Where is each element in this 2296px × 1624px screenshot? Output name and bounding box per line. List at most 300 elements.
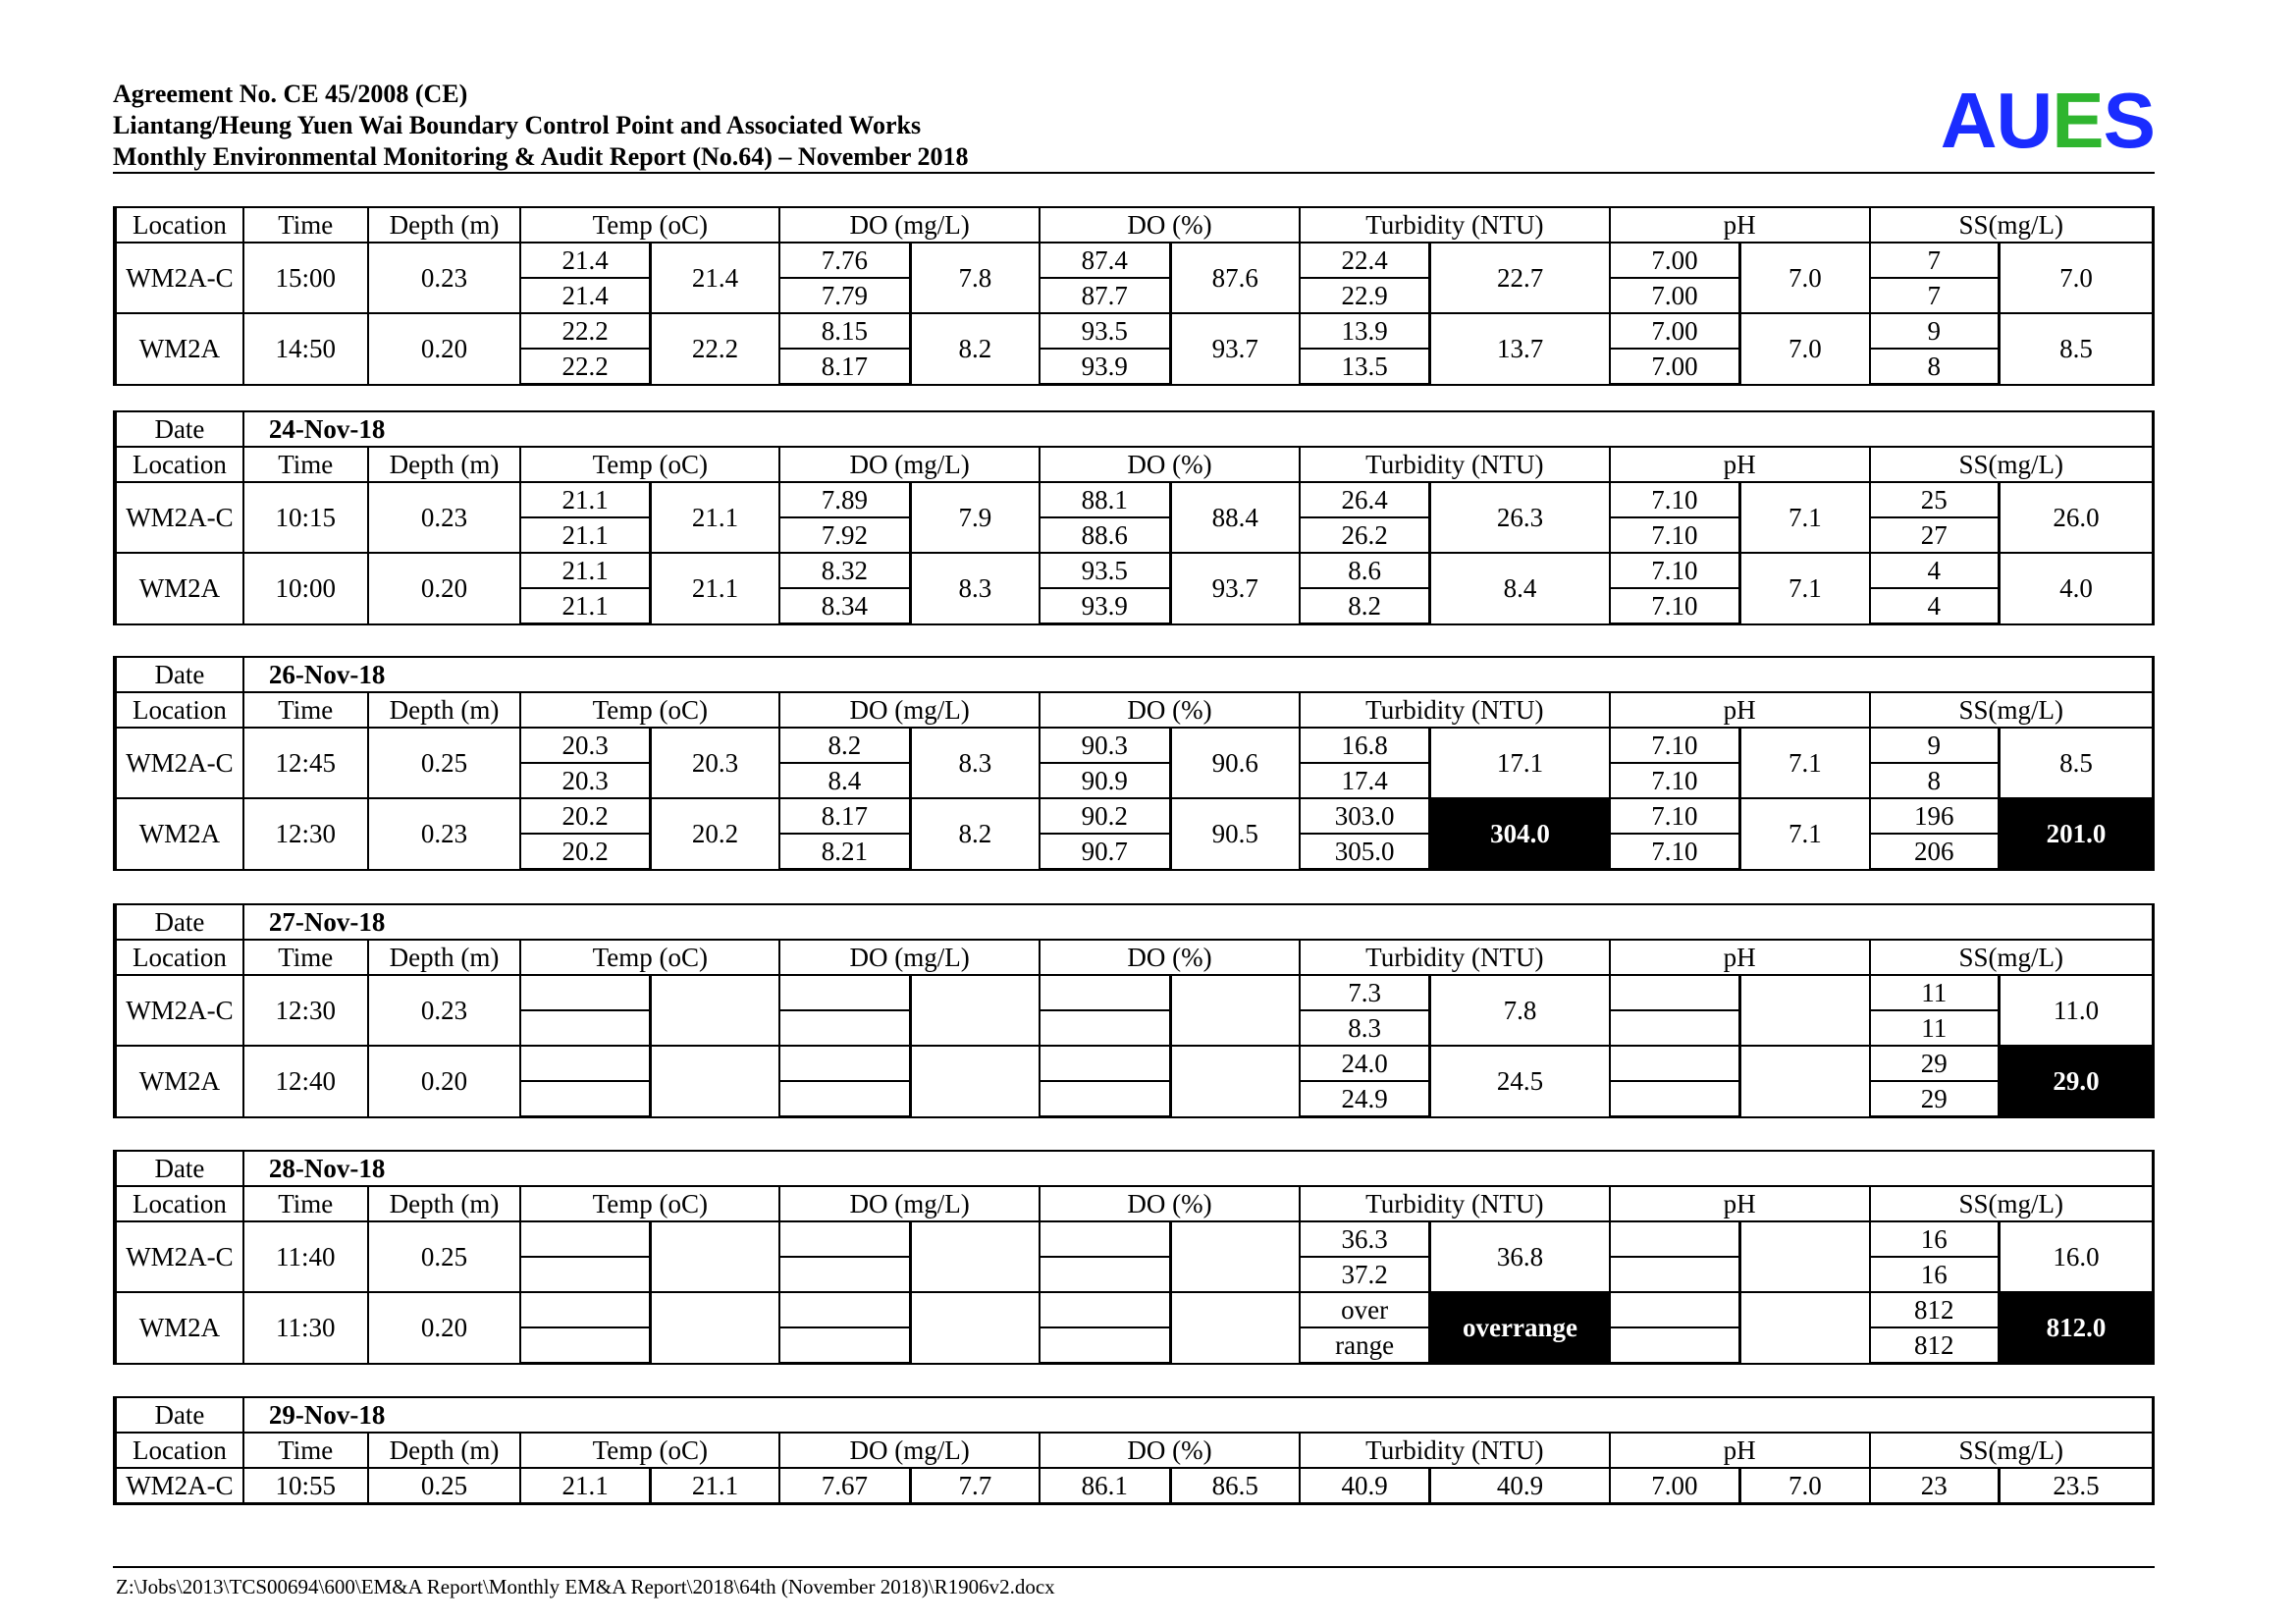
domg-reading-1	[779, 1046, 910, 1081]
ss-average: 201.0	[1999, 798, 2153, 870]
depth-cell: 0.25	[368, 1468, 521, 1504]
domg-average	[910, 1292, 1040, 1364]
dop-average: 93.7	[1170, 313, 1300, 385]
dop-reading-1: 90.3	[1040, 728, 1170, 763]
domg-average: 7.9	[910, 482, 1040, 553]
dop-reading-2: 88.6	[1040, 517, 1170, 553]
col-header: Time	[243, 447, 368, 482]
ph-average	[1740, 1046, 1870, 1117]
temp-reading-2: 20.3	[520, 763, 650, 798]
dop-reading-2: 90.9	[1040, 763, 1170, 798]
date-label: Date	[115, 411, 243, 447]
location-cell: WM2A-C	[115, 1468, 243, 1504]
col-header: Temp (oC)	[520, 207, 779, 243]
location-cell: WM2A	[115, 1046, 243, 1117]
depth-cell: 0.20	[368, 1292, 521, 1364]
turb-reading-1: 303.0	[1300, 798, 1430, 834]
col-header: Time	[243, 207, 368, 243]
col-header: DO (%)	[1040, 1433, 1300, 1468]
col-header: Location	[115, 940, 243, 975]
ss-average: 11.0	[1999, 975, 2153, 1046]
date-row	[115, 411, 2154, 447]
temp-average	[650, 1046, 779, 1117]
date-label: Date	[115, 1151, 243, 1186]
col-header: Turbidity (NTU)	[1300, 1433, 1610, 1468]
ph-average: 7.0	[1740, 1468, 1870, 1504]
ph-average: 7.0	[1740, 243, 1870, 313]
ss-reading-1: 11	[1870, 975, 2000, 1010]
temp-reading-1	[520, 1292, 650, 1327]
col-header: Temp (oC)	[520, 1186, 779, 1221]
data-row	[115, 1221, 2154, 1257]
turb-average: 304.0	[1430, 798, 1610, 870]
col-header: Turbidity (NTU)	[1300, 940, 1610, 975]
ss-reading-2: 4	[1870, 588, 2000, 624]
ph-average: 7.1	[1740, 482, 1870, 553]
turb-reading-2: 8.3	[1300, 1010, 1430, 1046]
turb-reading-1: 16.8	[1300, 728, 1430, 763]
turb-reading-2: 22.9	[1300, 278, 1430, 313]
logo-text-blue-2: S	[2103, 77, 2155, 164]
date-label: Date	[115, 904, 243, 940]
dop-reading-2: 93.9	[1040, 349, 1170, 385]
ph-reading-2: 7.10	[1610, 834, 1740, 870]
temp-reading-2: 21.1	[520, 588, 650, 624]
dop-average	[1170, 1046, 1300, 1117]
dop-average	[1170, 975, 1300, 1046]
temp-reading-2	[520, 1081, 650, 1117]
domg-reading-2	[779, 1010, 910, 1046]
temp-average: 21.1	[650, 553, 779, 624]
turb-average: 22.7	[1430, 243, 1610, 313]
temp-average: 21.1	[650, 482, 779, 553]
time-cell: 10:15	[243, 482, 368, 553]
ss-average: 4.0	[1999, 553, 2153, 624]
col-header: pH	[1610, 207, 1870, 243]
monitoring-table-28-Nov-18	[113, 1150, 2155, 1365]
col-header: SS(mg/L)	[1870, 940, 2154, 975]
col-header: Depth (m)	[368, 692, 521, 728]
domg-reading: 7.67	[779, 1468, 910, 1504]
logo-text-blue-1: AU	[1940, 77, 2053, 164]
turb-reading-1: 24.0	[1300, 1046, 1430, 1081]
temp-average	[650, 975, 779, 1046]
turb-average: 24.5	[1430, 1046, 1610, 1117]
col-header: SS(mg/L)	[1870, 1186, 2154, 1221]
col-header: Temp (oC)	[520, 940, 779, 975]
location-cell: WM2A-C	[115, 975, 243, 1046]
location-cell: WM2A-C	[115, 728, 243, 798]
column-header-row	[115, 207, 2154, 243]
temp-reading-1: 20.2	[520, 798, 650, 834]
report-title: Monthly Environmental Monitoring & Audit Report (No.64) – November 2018	[113, 142, 969, 171]
time-cell: 10:55	[243, 1468, 368, 1504]
data-row	[115, 1292, 2154, 1327]
temp-reading: 21.1	[520, 1468, 650, 1504]
temp-reading-1: 21.4	[520, 243, 650, 278]
dop-average: 90.6	[1170, 728, 1300, 798]
domg-reading-1: 7.89	[779, 482, 910, 517]
col-header: Temp (oC)	[520, 447, 779, 482]
col-header: Turbidity (NTU)	[1300, 207, 1610, 243]
domg-reading-2: 8.21	[779, 834, 910, 870]
col-header: DO (%)	[1040, 447, 1300, 482]
depth-cell: 0.20	[368, 1046, 521, 1117]
ss-reading-2: 8	[1870, 763, 2000, 798]
domg-reading-2: 7.92	[779, 517, 910, 553]
col-header: pH	[1610, 692, 1870, 728]
depth-cell: 0.20	[368, 553, 521, 624]
header-divider	[113, 172, 2155, 174]
col-header: Location	[115, 207, 243, 243]
dop-average	[1170, 1292, 1300, 1364]
dop-reading-2: 90.7	[1040, 834, 1170, 870]
domg-reading-2: 8.34	[779, 588, 910, 624]
dop-reading-2	[1040, 1010, 1170, 1046]
temp-reading-2	[520, 1010, 650, 1046]
ss-reading-2: 11	[1870, 1010, 2000, 1046]
data-row	[115, 553, 2154, 588]
dop-reading-1: 88.1	[1040, 482, 1170, 517]
domg-reading-1: 7.76	[779, 243, 910, 278]
data-row	[115, 313, 2154, 349]
col-header: SS(mg/L)	[1870, 207, 2154, 243]
domg-reading-1: 8.32	[779, 553, 910, 588]
domg-reading-1: 8.17	[779, 798, 910, 834]
dop-average	[1170, 1221, 1300, 1292]
domg-average: 8.2	[910, 313, 1040, 385]
depth-cell: 0.20	[368, 313, 521, 385]
column-header-row	[115, 447, 2154, 482]
ss-average: 7.0	[2000, 243, 2154, 313]
temp-reading-2: 21.4	[520, 278, 650, 313]
col-header: pH	[1610, 447, 1870, 482]
ss-reading-1: 7	[1870, 243, 2000, 278]
domg-reading-1	[779, 975, 910, 1010]
dop-reading-1: 93.5	[1040, 313, 1170, 349]
col-header: DO (mg/L)	[779, 207, 1040, 243]
col-header: pH	[1610, 940, 1870, 975]
ss-average: 812.0	[1999, 1292, 2153, 1364]
column-header-row	[115, 1186, 2154, 1221]
ss-reading-1: 9	[1870, 313, 2000, 349]
turb-reading-2: 26.2	[1300, 517, 1430, 553]
ph-reading-2	[1610, 1257, 1740, 1292]
ph-reading-1	[1610, 975, 1740, 1010]
ph-reading-1: 7.10	[1610, 482, 1740, 517]
date-row	[115, 1151, 2154, 1186]
temp-average: 22.2	[650, 313, 779, 385]
temp-reading-1: 22.2	[520, 313, 650, 349]
col-header: Location	[115, 1433, 243, 1468]
temp-average	[650, 1292, 779, 1364]
dop-average: 87.6	[1170, 243, 1300, 313]
date-row	[115, 657, 2154, 692]
date-value: 26-Nov-18	[243, 657, 2154, 692]
aues-logo	[1941, 77, 2155, 165]
turb-average: 36.8	[1430, 1221, 1610, 1292]
date-row	[115, 904, 2154, 940]
ss-reading-2: 27	[1870, 517, 2000, 553]
temp-average	[650, 1221, 779, 1292]
col-header: Time	[243, 1433, 368, 1468]
ph-reading-2	[1610, 1010, 1740, 1046]
ss-reading-2: 812	[1870, 1327, 2000, 1364]
dop-average: 86.5	[1170, 1468, 1300, 1504]
domg-average: 8.2	[910, 798, 1040, 870]
agreement-number: Agreement No. CE 45/2008 (CE)	[113, 80, 468, 108]
depth-cell: 0.25	[368, 728, 521, 798]
ph-reading-1: 7.10	[1610, 553, 1740, 588]
dop-reading-1	[1040, 1221, 1170, 1257]
domg-reading-2	[779, 1257, 910, 1292]
column-header-row	[115, 1433, 2154, 1468]
col-header: Depth (m)	[368, 1186, 521, 1221]
ph-reading-1: 7.00	[1610, 313, 1740, 349]
col-header: DO (%)	[1040, 692, 1300, 728]
ss-reading-1: 4	[1870, 553, 2000, 588]
ss-average: 8.5	[2000, 313, 2154, 385]
date-value: 29-Nov-18	[243, 1397, 2154, 1433]
ph-reading-1: 7.10	[1610, 798, 1740, 834]
turb-reading-1: 7.3	[1300, 975, 1430, 1010]
col-header: DO (%)	[1040, 940, 1300, 975]
col-header: DO (mg/L)	[779, 447, 1040, 482]
ss-average: 23.5	[1999, 1468, 2153, 1504]
temp-reading-1	[520, 975, 650, 1010]
temp-reading-2	[520, 1257, 650, 1292]
domg-reading-2	[779, 1081, 910, 1117]
ph-reading-1	[1610, 1221, 1740, 1257]
turb-reading-2: 13.5	[1300, 349, 1430, 385]
dop-reading-1: 93.5	[1040, 553, 1170, 588]
dop-reading-2	[1040, 1257, 1170, 1292]
turb-average: 8.4	[1430, 553, 1610, 624]
turb-reading-1: 13.9	[1300, 313, 1430, 349]
data-row	[115, 243, 2154, 278]
ss-reading-2: 16	[1870, 1257, 2000, 1292]
date-value: 27-Nov-18	[243, 904, 2154, 940]
time-cell: 15:00	[243, 243, 368, 313]
footer-divider	[113, 1566, 2155, 1568]
turb-average: overrange	[1430, 1292, 1610, 1364]
location-cell: WM2A-C	[115, 482, 243, 553]
location-cell: WM2A	[115, 313, 243, 385]
time-cell: 12:30	[243, 798, 368, 870]
time-cell: 14:50	[243, 313, 368, 385]
time-cell: 12:30	[243, 975, 368, 1046]
data-row	[115, 482, 2154, 517]
dop-reading-2: 87.7	[1040, 278, 1170, 313]
turb-reading-1: over	[1300, 1292, 1430, 1327]
domg-reading-1: 8.15	[779, 313, 910, 349]
ss-reading-2: 8	[1870, 349, 2000, 385]
col-header: DO (mg/L)	[779, 940, 1040, 975]
ss-reading-1: 29	[1870, 1046, 2000, 1081]
domg-average	[910, 1046, 1040, 1117]
ph-average: 7.1	[1740, 798, 1870, 870]
turb-average: 13.7	[1430, 313, 1610, 385]
temp-reading-1	[520, 1046, 650, 1081]
location-cell: WM2A-C	[115, 243, 243, 313]
dop-reading-1	[1040, 1292, 1170, 1327]
ph-reading-2	[1610, 1081, 1740, 1117]
temp-reading-1: 20.3	[520, 728, 650, 763]
ph-reading-2: 7.00	[1610, 278, 1740, 313]
ss-reading-1: 9	[1870, 728, 2000, 763]
col-header: Depth (m)	[368, 1433, 521, 1468]
ss-average: 29.0	[1999, 1046, 2153, 1117]
ss-reading-1: 16	[1870, 1221, 2000, 1257]
ph-average: 7.1	[1740, 728, 1870, 798]
turb-reading: 40.9	[1300, 1468, 1430, 1504]
domg-reading-2: 8.17	[779, 349, 910, 385]
depth-cell: 0.23	[368, 975, 521, 1046]
date-label: Date	[115, 657, 243, 692]
location-cell: WM2A	[115, 553, 243, 624]
ss-reading: 23	[1870, 1468, 2000, 1504]
col-header: SS(mg/L)	[1870, 447, 2154, 482]
domg-reading-2: 8.4	[779, 763, 910, 798]
ph-reading-1	[1610, 1292, 1740, 1327]
depth-cell: 0.25	[368, 1221, 521, 1292]
ph-reading: 7.00	[1610, 1468, 1740, 1504]
file-path-footer: Z:\Jobs\2013\TCS00694\600\EM&A Report\Monthly EM&A Report\2018\64th (November 2018)\R1906v2.docx	[116, 1575, 1055, 1598]
turb-reading-1: 26.4	[1300, 482, 1430, 517]
dop-average: 90.5	[1170, 798, 1300, 870]
dop-reading-2: 93.9	[1040, 588, 1170, 624]
ss-reading-2: 206	[1870, 834, 2000, 870]
ph-reading-1	[1610, 1046, 1740, 1081]
ss-average: 8.5	[1999, 728, 2153, 798]
data-row	[115, 798, 2154, 834]
ph-reading-1: 7.00	[1610, 243, 1740, 278]
temp-reading-2: 22.2	[520, 349, 650, 385]
temp-average: 20.2	[650, 798, 779, 870]
temp-reading-2: 20.2	[520, 834, 650, 870]
turb-reading-1: 22.4	[1300, 243, 1430, 278]
dop-average: 88.4	[1170, 482, 1300, 553]
domg-average	[910, 975, 1040, 1046]
domg-reading-1	[779, 1221, 910, 1257]
dop-reading-1	[1040, 1046, 1170, 1081]
temp-reading-1: 21.1	[520, 482, 650, 517]
turb-reading-2: 8.2	[1300, 588, 1430, 624]
ph-average: 7.0	[1740, 313, 1870, 385]
col-header: DO (%)	[1040, 207, 1300, 243]
col-header: Depth (m)	[368, 940, 521, 975]
ss-reading-1: 196	[1870, 798, 2000, 834]
domg-average: 8.3	[910, 553, 1040, 624]
turb-reading-2: 24.9	[1300, 1081, 1430, 1117]
temp-average: 20.3	[650, 728, 779, 798]
turb-reading-2: 17.4	[1300, 763, 1430, 798]
col-header: DO (mg/L)	[779, 1433, 1040, 1468]
domg-average: 7.7	[910, 1468, 1040, 1504]
col-header: pH	[1610, 1433, 1870, 1468]
temp-average: 21.4	[650, 243, 779, 313]
column-header-row	[115, 692, 2154, 728]
ph-average	[1740, 1292, 1870, 1364]
ph-average: 7.1	[1740, 553, 1870, 624]
domg-reading-2	[779, 1327, 910, 1364]
ss-average: 26.0	[1999, 482, 2153, 553]
turb-reading-1: 8.6	[1300, 553, 1430, 588]
date-row	[115, 1397, 2154, 1433]
depth-cell: 0.23	[368, 798, 521, 870]
monitoring-table-24-Nov-18	[113, 410, 2155, 625]
temp-reading-1	[520, 1221, 650, 1257]
domg-average: 7.8	[910, 243, 1040, 313]
col-header: Temp (oC)	[520, 692, 779, 728]
temp-reading-1: 21.1	[520, 553, 650, 588]
time-cell: 11:40	[243, 1221, 368, 1292]
time-cell: 12:40	[243, 1046, 368, 1117]
turb-reading-1: 36.3	[1300, 1221, 1430, 1257]
column-header-row	[115, 940, 2154, 975]
col-header: Time	[243, 1186, 368, 1221]
time-cell: 12:45	[243, 728, 368, 798]
turb-reading-2: 37.2	[1300, 1257, 1430, 1292]
location-cell: WM2A	[115, 1292, 243, 1364]
data-row	[115, 728, 2154, 763]
ph-reading-1: 7.10	[1610, 728, 1740, 763]
time-cell: 10:00	[243, 553, 368, 624]
logo-text-green: E	[2052, 77, 2104, 164]
col-header: DO (mg/L)	[779, 692, 1040, 728]
col-header: pH	[1610, 1186, 1870, 1221]
ss-reading-2: 7	[1870, 278, 2000, 313]
col-header: Depth (m)	[368, 447, 521, 482]
domg-reading-1: 8.2	[779, 728, 910, 763]
turb-average: 26.3	[1430, 482, 1610, 553]
ph-reading-2: 7.10	[1610, 588, 1740, 624]
turb-average: 40.9	[1430, 1468, 1610, 1504]
data-row	[115, 1468, 2154, 1504]
report-header	[113, 79, 2155, 172]
col-header: SS(mg/L)	[1870, 1433, 2154, 1468]
ss-reading-2: 29	[1870, 1081, 2000, 1117]
domg-reading-1	[779, 1292, 910, 1327]
dop-reading: 86.1	[1040, 1468, 1170, 1504]
monitoring-table-26-Nov-18	[113, 656, 2155, 871]
col-header: Time	[243, 940, 368, 975]
turb-reading-2: 305.0	[1300, 834, 1430, 870]
ph-average	[1740, 975, 1870, 1046]
ss-average: 16.0	[1999, 1221, 2153, 1292]
ph-reading-2	[1610, 1327, 1740, 1364]
depth-cell: 0.23	[368, 482, 521, 553]
date-label: Date	[115, 1397, 243, 1433]
depth-cell: 0.23	[368, 243, 521, 313]
ss-reading-1: 812	[1870, 1292, 2000, 1327]
dop-average: 93.7	[1170, 553, 1300, 624]
time-cell: 11:30	[243, 1292, 368, 1364]
col-header: Location	[115, 1186, 243, 1221]
location-cell: WM2A-C	[115, 1221, 243, 1292]
col-header: Turbidity (NTU)	[1300, 692, 1610, 728]
col-header: Temp (oC)	[520, 1433, 779, 1468]
domg-reading-2: 7.79	[779, 278, 910, 313]
turb-reading-2: range	[1300, 1327, 1430, 1364]
data-row	[115, 1046, 2154, 1081]
col-header: Turbidity (NTU)	[1300, 1186, 1610, 1221]
dop-reading-2	[1040, 1327, 1170, 1364]
col-header: Turbidity (NTU)	[1300, 447, 1610, 482]
col-header: Time	[243, 692, 368, 728]
ss-reading-1: 25	[1870, 482, 2000, 517]
col-header: Depth (m)	[368, 207, 521, 243]
